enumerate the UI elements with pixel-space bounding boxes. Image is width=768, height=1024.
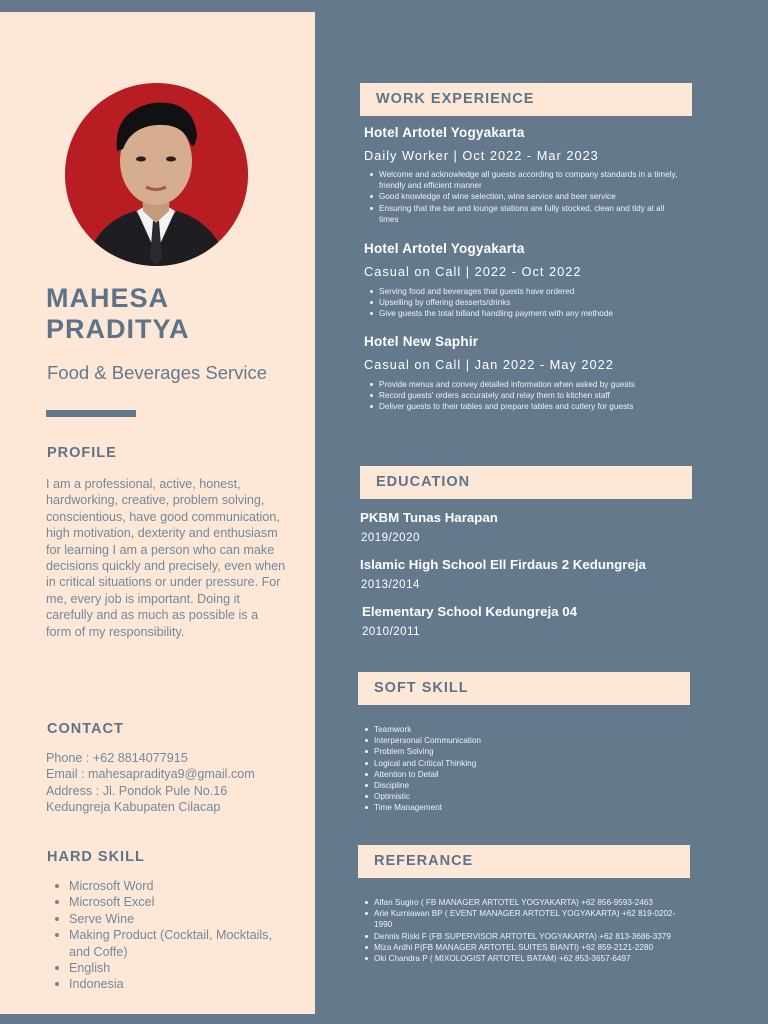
- list-item: Making Product (Cocktail, Mocktails, and Coffe): [52, 927, 272, 960]
- list-item: Dennis Riski F (FB SUPERVISOR ARTOTEL YOGYAKARTA) +62 813-3686-3379: [360, 931, 685, 942]
- list-item: Serving food and beverages that guests have ordered: [365, 286, 685, 297]
- list-item: Welcome and acknowledge all guests according to company standards in a timely, friendly and efficient manner: [365, 169, 680, 191]
- education-heading: EDUCATION: [360, 466, 692, 499]
- contact-phone: Phone : +62 8814077915: [46, 751, 188, 765]
- education-years: 2019/2020: [361, 532, 420, 544]
- work-heading: WORK EXPERIENCE: [360, 83, 692, 116]
- sidebar-panel: [0, 12, 315, 1014]
- soft-skill-list: [360, 724, 660, 814]
- list-item: Give guests the total billand handling payment with any methode: [365, 308, 685, 319]
- contact-heading: CONTACT: [47, 721, 124, 737]
- contact-email: Email : mahesapraditya9@gmail.com: [46, 767, 255, 782]
- name-divider: [46, 410, 136, 417]
- person-role: Food & Beverages Service: [47, 362, 268, 383]
- contact-address-line1: Address : Jl. Pondok Pule No.16: [46, 783, 228, 798]
- person-name: MAHESA PRADITYA: [46, 283, 190, 344]
- profile-photo: [65, 83, 248, 266]
- hard-skill-list: [52, 878, 272, 993]
- list-item: Attention to Detail: [360, 769, 660, 780]
- contact-address-line2: Kedungreja Kabupaten Cilacap: [46, 800, 221, 815]
- list-item: Teamwork: [360, 724, 660, 735]
- list-item: Logical and Critical Thinking: [360, 758, 660, 769]
- job-position: Casual on Call | Jan 2022 - May 2022: [364, 357, 614, 372]
- list-item: Upselling by offering desserts/drinks: [365, 297, 685, 308]
- list-item: Serve Wine: [52, 911, 272, 927]
- job-company: Hotel Artotel Yogyakarta: [364, 241, 525, 256]
- education-school: Islamic High School Ell Firdaus 2 Kedungreja: [360, 557, 646, 572]
- reference-list: [360, 897, 685, 964]
- job-duties: [365, 379, 680, 413]
- reference-heading: REFERANCE: [358, 845, 690, 878]
- list-item: Optimistic: [360, 791, 660, 802]
- list-item: Time Management: [360, 802, 660, 813]
- list-item: Good knowledge of wine selection, wine service and beer service: [365, 191, 680, 202]
- education-years: 2013/2014: [361, 579, 420, 591]
- contact-details: [46, 750, 308, 816]
- education-school: PKBM Tunas Harapan: [360, 510, 498, 525]
- list-item: Discipline: [360, 780, 660, 791]
- list-item: Alfan Sugiro ( FB MANAGER ARTOTEL YOGYAKARTA) +62 856-9593-2463: [360, 897, 685, 908]
- list-item: Deliver guests to their tables and prepare tables and cutlery for guests: [365, 401, 680, 412]
- list-item: Oki Chandra P ( MIXOLOGIST ARTOTEL BATAM) +62 853-3657-6497: [360, 953, 685, 964]
- list-item: Provide menus and convey detailed information when asked by guests: [365, 379, 680, 390]
- job-position: Casual on Call | 2022 - Oct 2022: [364, 264, 582, 279]
- soft-skill-heading: SOFT SKILL: [358, 672, 690, 705]
- list-item: Miza Ardhi P(FB MANAGER ARTOTEL SUITES BIANTI) +62 859-2121-2280: [360, 942, 685, 953]
- portrait-image: [65, 83, 248, 266]
- list-item: English: [52, 960, 272, 976]
- list-item: Microsoft Word: [52, 878, 272, 894]
- list-item: Microsoft Excel: [52, 894, 272, 910]
- hard-skill-heading: HARD SKILL: [47, 849, 145, 865]
- education-school: Elementary School Kedungreja 04: [362, 604, 578, 619]
- list-item: Ensuring that the bar and lounge stations are fully stocked, clean and tidy at all times: [365, 203, 680, 225]
- job-duties: [365, 169, 680, 225]
- job-company: Hotel New Saphir: [364, 334, 479, 349]
- list-item: Record guests' orders accurately and relay them to kitchen staff: [365, 390, 680, 401]
- education-years: 2010/2011: [362, 626, 421, 638]
- job-position: Daily Worker | Oct 2022 - Mar 2023: [364, 148, 599, 163]
- list-item: Interpersonal Communication: [360, 735, 660, 746]
- job-company: Hotel Artotel Yogyakarta: [364, 125, 525, 140]
- profile-heading: PROFILE: [47, 445, 117, 461]
- list-item: Problem Solving: [360, 746, 660, 757]
- list-item: Indonesia: [52, 976, 272, 992]
- list-item: Arie Kurniawan BP ( EVENT MANAGER ARTOTEL YOGYAKARTA) +62 819-0202-1990: [360, 908, 685, 930]
- profile-text: I am a professional, active, honest, hardworking, creative, problem solving, conscientious, have good communication, high motivation, dexterity and enthusiasm for learning I am a person who can make decisions quickly and precisely, even when in critical situations or under pressure. For me, every job is important. Doing it carefully and as much as possible is a form of my responsibility.: [46, 477, 286, 639]
- job-duties: [365, 286, 685, 320]
